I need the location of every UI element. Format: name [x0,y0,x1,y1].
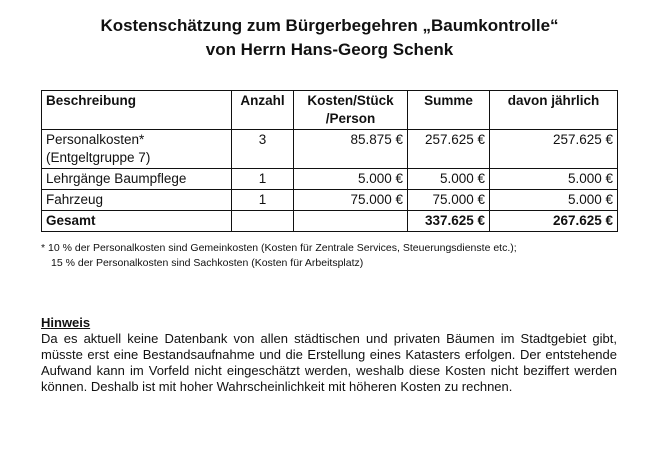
cell-jaehrlich: 5.000 € [490,190,618,211]
footnote [41,241,641,271]
footnote-line-2: 15 % der Personalkosten sind Sachkosten (Kosten für Arbeitsplatz) [51,257,364,269]
header-kosten-line-1: Kosten/Stück [307,93,394,108]
table-total-row [42,211,618,232]
cell-beschreibung: Lehrgänge Baumpflege [42,169,232,190]
footnote-line-1: * 10 % der Personalkosten sind Gemeinkosten (Kosten für Zentrale Services, Steuerungsdienste etc.); [41,242,517,254]
hint-text: Da es aktuell keine Datenbank von allen städtischen und privaten Bäumen im Stadtgebiet gibt, müsste erst eine Bestandsaufnahme und die Erstellung eines Katasters erfolgen. Der entstehende Aufwand kann im Vorfeld nicht eingeschätzt werden, weshalb diese Kosten nicht beziffert werden können. Deshalb ist mit hoher Wahrscheinlichkeit mit höheren Kosten zu rechnen. [41,331,617,394]
cell-anzahl: 1 [232,190,294,211]
cell-beschreibung-line-1: Personalkosten* [46,132,145,147]
cell-summe: 257.625 € [408,130,490,169]
cell-anzahl: 3 [232,130,294,169]
table-row [42,130,618,169]
total-summe: 337.625 € [408,211,490,232]
title-line-2: von Herrn Hans-Georg Schenk [205,40,454,59]
cell-beschreibung-line-2: (Entgeltgruppe 7) [46,150,151,165]
cell-beschreibung: Fahrzeug [42,190,232,211]
table-row [42,190,618,211]
table-row [42,169,618,190]
document-title [0,14,659,62]
header-anzahl: Anzahl [232,91,294,130]
cell-kosten: 5.000 € [294,169,408,190]
header-jaehrlich: davon jährlich [490,91,618,130]
cell-kosten: 85.875 € [294,130,408,169]
title-line-1: Kostenschätzung zum Bürgerbegehren „Baumkontrolle“ [100,16,559,35]
hint-section [41,315,617,395]
total-jaehrlich: 267.625 € [490,211,618,232]
header-kosten [294,91,408,130]
cell-jaehrlich: 5.000 € [490,169,618,190]
header-beschreibung: Beschreibung [42,91,232,130]
table-header-row [42,91,618,130]
cell-jaehrlich: 257.625 € [490,130,618,169]
header-summe: Summe [408,91,490,130]
cell-summe: 5.000 € [408,169,490,190]
total-empty-kosten [294,211,408,232]
cell-anzahl: 1 [232,169,294,190]
hint-heading: Hinweis [41,315,91,330]
cell-kosten: 75.000 € [294,190,408,211]
header-kosten-line-2: /Person [325,111,376,126]
cell-beschreibung [42,130,232,169]
total-empty-anzahl [232,211,294,232]
cell-summe: 75.000 € [408,190,490,211]
total-label: Gesamt [42,211,232,232]
cost-table [41,90,618,232]
